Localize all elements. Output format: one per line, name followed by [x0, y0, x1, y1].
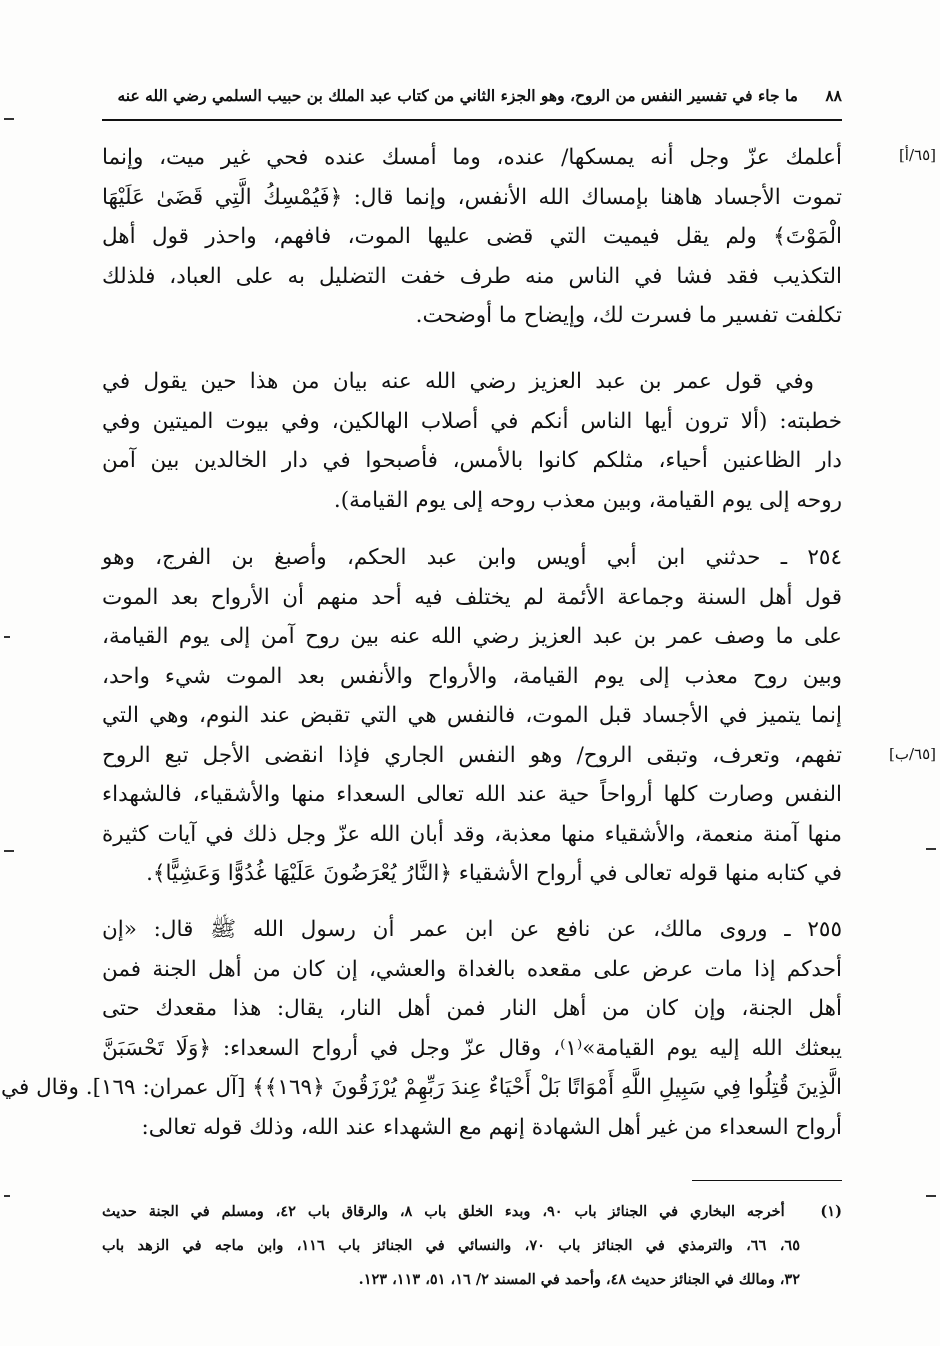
text-line: يبعثك الله إليه يوم القيامة»⁽١⁾، وقال عزّ وجل في أرواح السعداء: ﴿وَلَا تَحْسَبَنَّ: [102, 1035, 842, 1061]
scan-mark: [4, 636, 10, 638]
footnote-line-3: ٣٢، ومالك في الجنائز حديث ٤٨، وأحمد في المسند ٢/ ١٦، ٥١، ١١٣، ١٢٣.: [358, 1271, 800, 1288]
text-line: أهل الجنة، وإن كان من أهل النار فمن أهل النار، يقال: هذا مقعدك حتى: [102, 996, 842, 1021]
footnote-marker: (١): [820, 1203, 842, 1220]
text-line: في كتابه منها قوله تعالى في أرواح الأشقياء ﴿النَّارُ يُعْرَضُونَ عَلَيْهَا غُدُوًّا وَعَشِيًّا﴾.: [146, 861, 842, 886]
scan-mark: [926, 848, 936, 850]
page-number: ٨٨: [825, 86, 842, 105]
text-line: التكذيب فقد فشا في الناس منه طرف خفت التضليل به على العباد، فلذلك: [102, 263, 842, 289]
text-line: دار الظاعنين أحياء، مثلكم كانوا بالأمس، فأصبحوا في دار الخالدين بين آمن: [102, 448, 842, 473]
text-line: منها آمنة منعمة، والأشقياء منها معذبة، وقد أبان الله عزّ وجل ذلك في آيات كثيرة: [102, 821, 842, 847]
page-header: [102, 84, 842, 118]
scan-mark: [4, 850, 14, 852]
text-line: روحه إلى يوم القيامة، وبين معذب روحه إلى يوم القيامة).: [333, 487, 842, 513]
text-line: أرواح السعداء من غير أهل الشهادة إنهم مع الشهداء عند الله، وذلك قوله تعالى:: [141, 1114, 842, 1140]
scan-mark: [4, 118, 14, 120]
margin-notes: [842, 0, 940, 1346]
footnote-text: أخرجه البخاري في الجنائز باب ٩٠، وبدء الخلق باب ٨، والرقاق باب ٤٢، ومسلم في الجنة حديث: [102, 1203, 785, 1220]
running-title: ما جاء في تفسير النفس من الروح، وهو الجزء الثاني من كتاب عبد الملك بن حبيب السلمي رضي الله عنه: [117, 86, 798, 105]
margin-note-folio-65a: [٦٥/أ]: [898, 146, 936, 164]
footnotes: [102, 1195, 842, 1297]
text-line: الْمَوْتَ﴾ ولم يقل فيميت التي قضى عليها الموت، فافهم، واحذر قول أهل: [102, 224, 842, 249]
margin-note-folio-65b: [٦٥/ب]: [888, 745, 936, 763]
scan-mark: [4, 1195, 10, 1197]
text-line: إنما يتميز في الأجساد قبل الموت، فالنفس هي التي تقبض عند النوم، وهي التي: [102, 703, 842, 728]
paragraph-3: [102, 538, 842, 894]
text-line: ٢٥٥ ـ وروى مالك، عن نافع عن ابن عمر أن رسول الله ﷺ قال: «إن: [102, 917, 842, 942]
paragraph-4: [1, 910, 842, 1147]
paragraph-1: [102, 138, 842, 336]
footnote-separator: [692, 1180, 842, 1181]
text-line: تموت الأجساد هاهنا بإمساك الله الأنفس، وإنما قال: ﴿فَيُمْسِكُ الَّتِي قَضَىٰ عَلَيْهَا: [102, 184, 842, 210]
text-line: تفهم، وتعرف، وتبقى الروح/ وهو النفس الجاري فإذا انقضى الأجل تبع الروح: [102, 742, 842, 768]
text-line: الَّذِينَ قُتِلُوا فِي سَبِيلِ اللَّهِ أَمْوَاتًا بَلْ أَحْيَاءٌ عِندَ رَبِّهِمْ يُرْزَقُونَ ﴿١٦٩﴾﴾ [آل عمران: ١٦٩]. وقال في: [1, 1075, 842, 1100]
text-line: خطبته: (ألا ترون أيها الناس أنكم في أصلاب الهالكين، وفي بيوت الميتين وفي: [102, 408, 842, 434]
text-line: ٢٥٤ ـ حدثني ابن أبي أويس وابن عبد الحكم، وأصبغ بن الفرج، وهو: [102, 545, 842, 570]
text-line: أحدكم إذا مات عرض على مقعده بالغداة والعشي، إن كان من أهل الجنة فمن: [102, 956, 842, 982]
text-line: وبين روح معذب إلى يوم القيامة، والأرواح والأنفس بعد الموت شيء واحد،: [102, 663, 842, 689]
text-line: وفي قول عمر بن عبد العزيز رضي الله عنه بيان من هذا حين يقول في: [102, 369, 814, 394]
text-line: على ما وصف عمر بن عبد العزيز رضي الله عنه بين روح آمن إلى يوم القيامة،: [102, 624, 842, 649]
paragraph-2: [102, 362, 842, 520]
text-line: تكلفت تفسير ما فسرت لك، وإيضاح ما أوضحت.: [415, 303, 842, 328]
scan-mark: [926, 1195, 936, 1197]
text-line: أعلمك عزّ وجل أنه يمسكها/ عنده، وما أمسك عنده فحي غير ميت، وإنما: [102, 145, 842, 170]
header-rule: [102, 119, 842, 121]
footnote-line-1: [102, 1195, 842, 1229]
footnote-line-2: ٦٥، ٦٦، والترمذي في الجنائز باب ٧٠، والنسائي في الجنائز باب ١١٦، وابن ماجه في الزهد باب: [102, 1237, 800, 1254]
text-line: النفس وصارت كلها أرواحاً حية عند الله تعالى السعداء منها والأشقياء، فالشهداء: [102, 782, 842, 807]
text-line: قول أهل السنة وجماعة الأئمة لم يختلف فيه أحد منهم أن الأرواح بعد الموت: [102, 584, 842, 610]
